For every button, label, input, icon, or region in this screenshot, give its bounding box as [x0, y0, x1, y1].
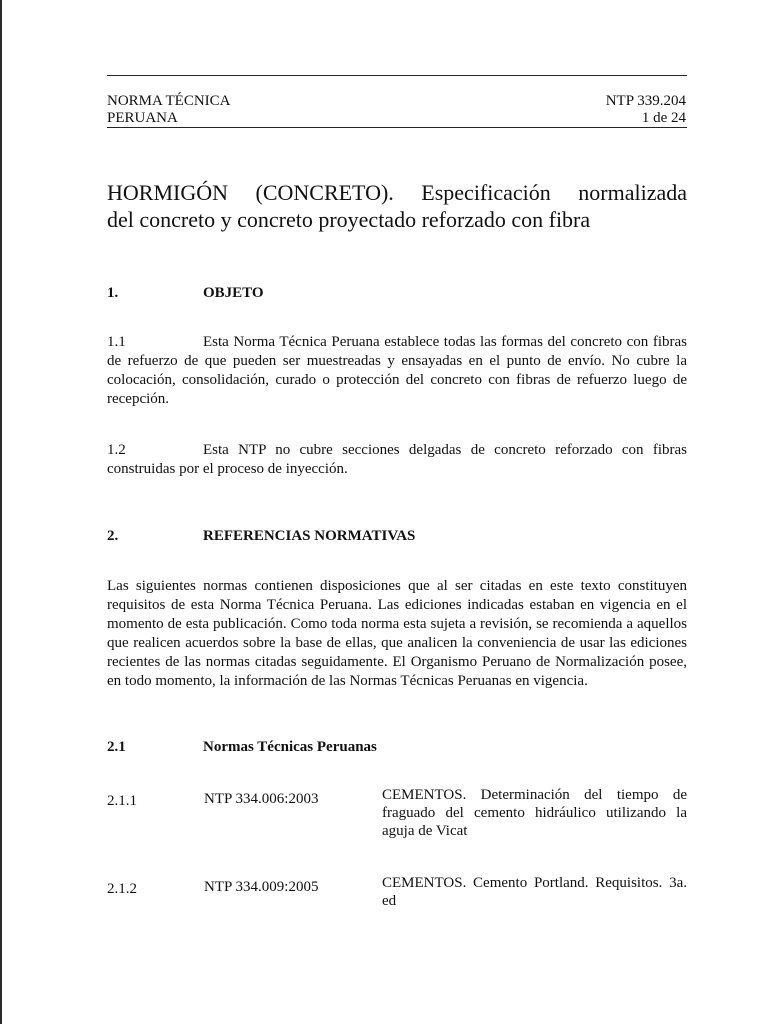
reference-code: NTP 334.006:2003	[204, 791, 319, 807]
header-org-line2: PERUANA	[107, 110, 178, 126]
paragraph-1-1	[107, 333, 687, 409]
reference-description: CEMENTOS. Cemento Portland. Requisitos. 3a. ed	[382, 875, 687, 909]
paragraph-1-2	[107, 441, 687, 479]
document-title	[107, 179, 687, 233]
section-title: OBJETO	[203, 285, 264, 301]
header-standard-code: NTP 339.204	[605, 93, 686, 109]
page-edge	[0, 0, 2, 1024]
section-number: 1.	[107, 285, 119, 301]
section-title: Normas Técnicas Peruanas	[203, 739, 377, 755]
paragraph-text: Esta Norma Técnica Peruana establece todas las formas del concreto con fibras de refuerzo de que pueden ser muestreadas y ensayadas en el punto de envío. No cubre la colocación, consolidación, curado o protección del concreto con fibras de refuerzo luego de recepción.	[107, 334, 687, 407]
section-title: REFERENCIAS NORMATIVAS	[203, 528, 416, 544]
reference-description: CEMENTOS. Determinación del tiempo de fraguado del cemento hidráulico utilizando la aguja de Vicat	[382, 787, 687, 839]
reference-number: 2.1.2	[107, 881, 137, 897]
paragraph-text: Las siguientes normas contienen disposiciones que al ser citadas en este texto constituyen requisitos de esta Norma Técnica Peruana. Las ediciones indicadas estaban en vigencia en el momento de esta publicación. Como toda norma esta sujeta a revisión, se recomienda a aquellos que realicen acuerdos sobre la base de ellas, que analicen la conveniencia de usar las ediciones recientes de las normas citadas seguidamente. El Organismo Peruano de Normalización posee, en todo momento, la información de las Normas Técnicas Peruanas en vigencia.	[107, 578, 687, 689]
header-page-number: 1 de 24	[641, 110, 686, 126]
paragraph-text: Esta NTP no cubre secciones delgadas de concreto reforzado con fibras construidas por el proceso de inyección.	[107, 442, 687, 477]
section-number: 2.1	[107, 739, 126, 755]
header-left	[107, 93, 231, 127]
paragraph-number: 1.1	[107, 334, 126, 350]
section-number: 2.	[107, 528, 119, 544]
header-bottom-rule	[107, 127, 687, 128]
document-title-line1: HORMIGÓN (CONCRETO). Especificación normalizada	[107, 180, 687, 205]
reference-code: NTP 334.009:2005	[204, 879, 319, 895]
header-right	[606, 93, 686, 127]
header-org-line1: NORMA TÉCNICA	[107, 93, 231, 109]
document-title-line2: del concreto y concreto proyectado reforzado con fibra	[107, 207, 591, 232]
paragraph-number: 1.2	[107, 442, 126, 458]
reference-number: 2.1.1	[107, 793, 137, 809]
paragraph-references-intro	[107, 577, 687, 691]
header-top-rule	[107, 75, 687, 76]
